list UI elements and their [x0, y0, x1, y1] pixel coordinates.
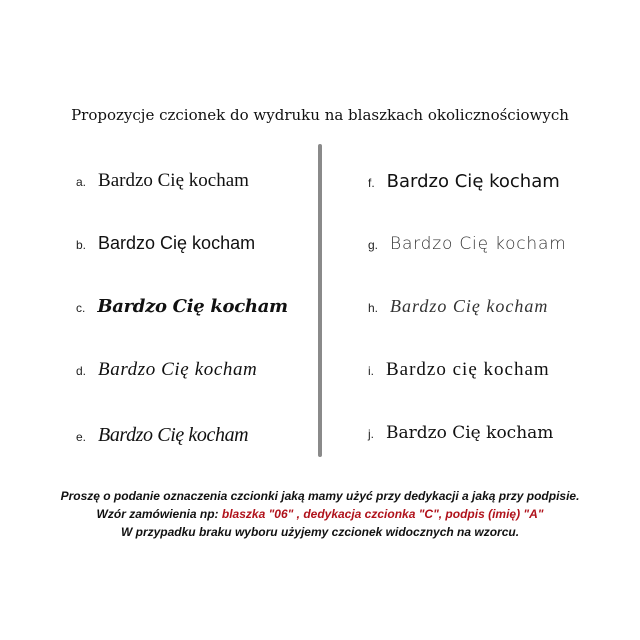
- font-sample-h: [368, 296, 548, 317]
- font-sample-text: Bardzo Cię kocham: [98, 170, 249, 191]
- font-sample-text: Bardzo Cię kocham: [386, 423, 554, 443]
- order-example-label: Wzór zamówienia np:: [96, 507, 219, 521]
- font-letter: f.: [368, 176, 375, 190]
- font-letter: c.: [76, 301, 86, 315]
- font-sample-j: [368, 423, 553, 443]
- font-sample-text: Bardzo Cię kocham: [98, 359, 258, 380]
- font-letter: j.: [368, 427, 374, 441]
- font-sample-text: Bardzo cię kocham: [386, 359, 550, 380]
- font-sample-text: Bardzo Cię kocham: [386, 171, 560, 192]
- font-sample-text: Bardzo Cię kocham: [390, 296, 549, 316]
- font-letter: h.: [368, 301, 379, 315]
- page-title: Propozycje czcionek do wydruku na blaszkach okolicznościowych: [71, 106, 569, 124]
- column-divider: [318, 144, 322, 457]
- font-letter: d.: [76, 364, 87, 378]
- font-sample-e: [76, 424, 248, 447]
- font-sample-b: [76, 233, 255, 254]
- font-sample-c: [76, 296, 288, 317]
- font-sample-text: Bardzo Cię kocham: [98, 424, 249, 446]
- font-sample-g: [368, 234, 567, 254]
- font-letter: i.: [368, 364, 374, 378]
- instructions: [0, 487, 640, 541]
- font-sample-text: Bardzo Cię kocham: [98, 233, 256, 253]
- font-sample-text: Bardzo Cię kocham: [97, 296, 288, 317]
- font-sample-a: [76, 170, 249, 192]
- font-letter: a.: [76, 175, 87, 189]
- font-letter: b.: [76, 238, 87, 252]
- font-sample-f: [368, 171, 560, 192]
- font-letter: e.: [76, 430, 87, 444]
- font-sample-d: [76, 359, 257, 381]
- font-letter: g.: [368, 238, 379, 252]
- instruction-line-1: Proszę o podanie oznaczenia czcionki jaką mamy użyć przy dedykacji a jaką przy podpisie.: [60, 489, 580, 503]
- font-sample-i: [368, 359, 550, 381]
- order-example: blaszka "06" , dedykacja czcionka "C", podpis (imię) "A": [221, 507, 544, 521]
- instruction-line-2: [0, 505, 640, 523]
- font-sample-text: Bardzo Cię kocham: [390, 234, 567, 254]
- instruction-line-3: W przypadku braku wyboru użyjemy czcionek widocznych na wzorcu.: [120, 525, 520, 539]
